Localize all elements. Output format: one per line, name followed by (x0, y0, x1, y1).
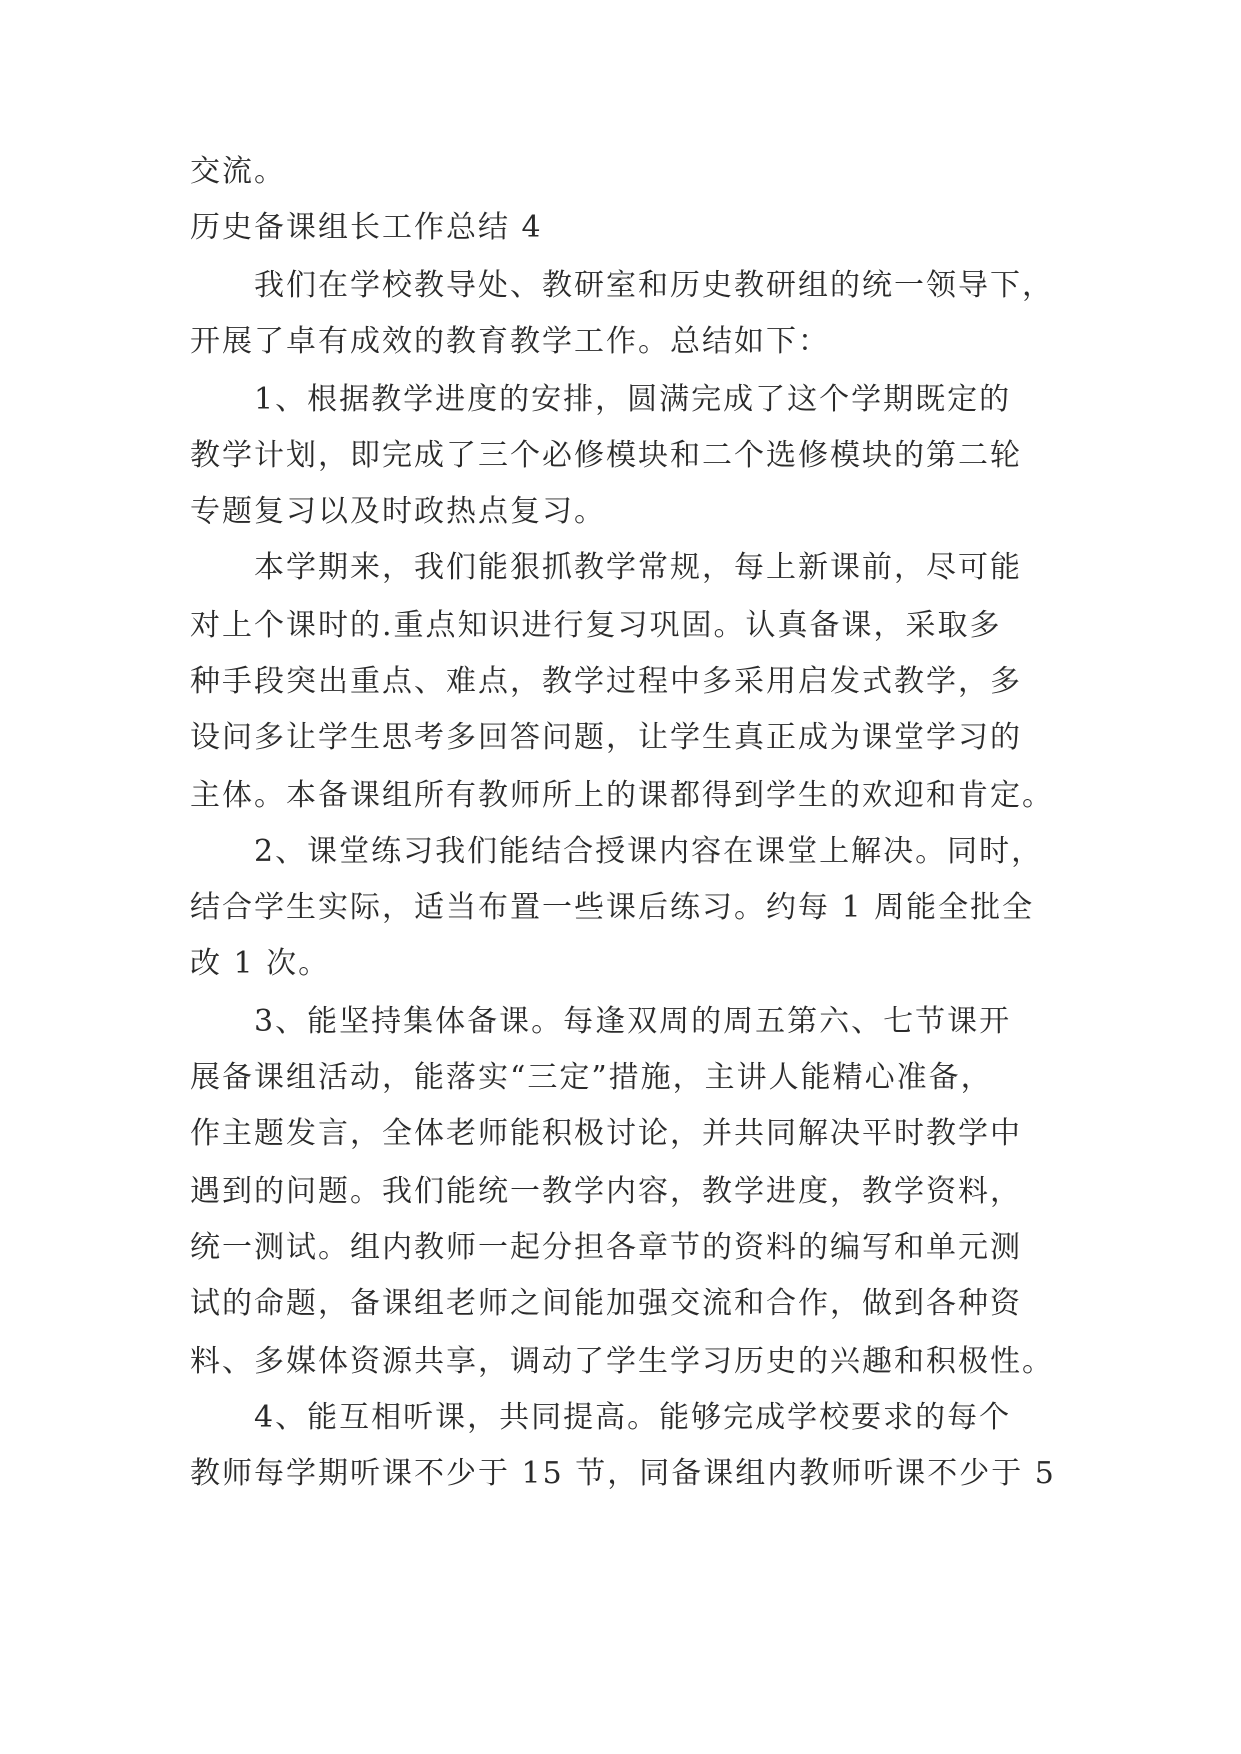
paragraph-line: 试的命题，备课组老师之间能加强交流和合作，做到各种资 (190, 1286, 1022, 1321)
paragraph-line: 主体。本备课组所有教师所上的课都得到学生的欢迎和肯定。 (190, 778, 1054, 813)
paragraph-line: 展备课组活动，能落实“三定”措施，主讲人能精心准备， (190, 1060, 993, 1095)
paragraph-line: 遇到的问题。我们能统一教学内容，教学进度，教学资料， (190, 1174, 1022, 1209)
paragraph-line: 我们在学校教导处、教研室和历史教研组的统一领导下， (254, 268, 1054, 303)
paragraph-line: 设问多让学生思考多回答问题，让学生真正成为课堂学习的 (190, 720, 1022, 755)
paragraph-line: 对上个课时的.重点知识进行复习巩固。认真备课，采取多 (190, 608, 1002, 643)
paragraph-line: 开展了卓有成效的教育教学工作。总结如下： (190, 324, 830, 359)
paragraph-line: 专题复习以及时政热点复习。 (190, 494, 606, 529)
paragraph-line: 2、课堂练习我们能结合授课内容在课堂上解决。同时， (254, 834, 1044, 869)
paragraph-line: 教师每学期听课不少于 15 节，同备课组内教师听课不少于 5 (190, 1456, 1056, 1491)
paragraph-line: 4、能互相听课，共同提高。能够完成学校要求的每个 (254, 1400, 1012, 1435)
paragraph-line: 作主题发言，全体老师能积极讨论，并共同解决平时教学中 (190, 1116, 1022, 1151)
paragraph-line: 教学计划，即完成了三个必修模块和二个选修模块的第二轮 (190, 438, 1022, 473)
text-line: 交流。 (190, 154, 286, 189)
paragraph-line: 料、多媒体资源共享，调动了学生学习历史的兴趣和积极性。 (190, 1344, 1054, 1379)
paragraph-line: 本学期来，我们能狠抓教学常规，每上新课前，尽可能 (254, 550, 1022, 585)
paragraph-line: 3、能坚持集体备课。每逢双周的周五第六、七节课开 (254, 1004, 1012, 1039)
paragraph-line: 种手段突出重点、难点，教学过程中多采用启发式教学，多 (190, 664, 1022, 699)
paragraph-line: 结合学生实际，适当布置一些课后练习。约每 1 周能全批全 (190, 890, 1035, 925)
paragraph-line: 1、根据教学进度的安排，圆满完成了这个学期既定的 (254, 382, 1012, 417)
paragraph-line: 统一测试。组内教师一起分担各章节的资料的编写和单元测 (190, 1230, 1022, 1265)
section-heading: 历史备课组长工作总结 4 (190, 210, 543, 245)
paragraph-line: 改 1 次。 (190, 946, 331, 981)
